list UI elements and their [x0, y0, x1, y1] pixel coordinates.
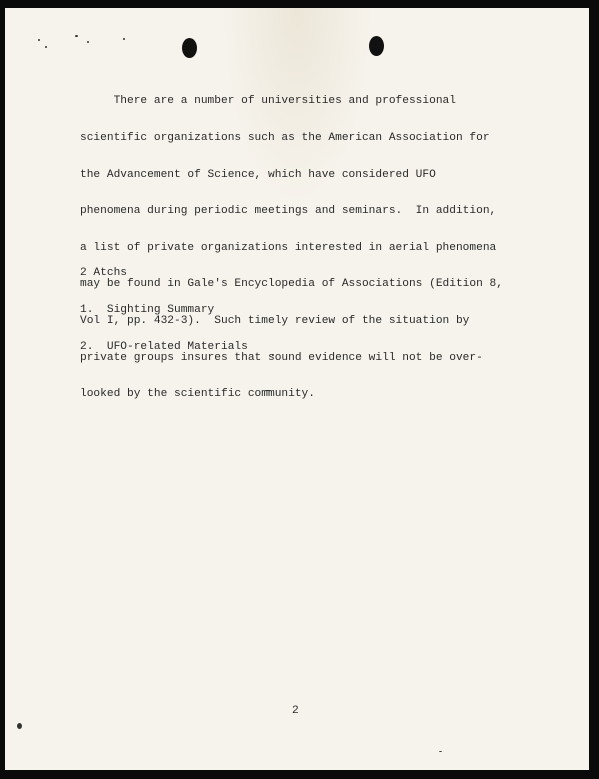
paragraph-line: the Advancement of Science, which have considered UFO: [80, 168, 436, 181]
paragraph-line: phenomena during periodic meetings and seminars. In addition,: [80, 205, 497, 218]
page-number: 2: [292, 705, 299, 717]
document-page: [5, 8, 589, 770]
attachment-item: 1. Sighting Summary: [80, 304, 215, 317]
attachments-heading: 2 Atchs: [80, 267, 127, 280]
attachments-list: [80, 243, 248, 377]
paragraph-line: looked by the scientific community.: [80, 388, 315, 401]
speck: [439, 751, 442, 752]
speck: [38, 39, 40, 41]
speck: [17, 723, 22, 729]
paragraph-line: a list of private organizations interested in aerial phenomena: [80, 241, 497, 254]
speck: [45, 46, 47, 48]
paragraph-line: may be found in Gale's Encyclopedia of Associations (Edition 8,: [80, 278, 503, 291]
speck: [123, 38, 125, 40]
paragraph-line: private groups insures that sound evidence will not be over-: [80, 351, 483, 364]
speck: [87, 41, 89, 43]
paragraph-line: Vol I, pp. 432-3). Such timely review of the situation by: [80, 315, 470, 328]
paragraph-line: There are a number of universities and professional: [80, 95, 456, 108]
speck: [75, 35, 78, 37]
attachment-item: 2. UFO-related Materials: [80, 340, 248, 353]
paragraph-line: scientific organizations such as the American Association for: [80, 132, 490, 145]
punch-hole-right: [369, 36, 384, 56]
punch-hole-left: [182, 38, 197, 58]
